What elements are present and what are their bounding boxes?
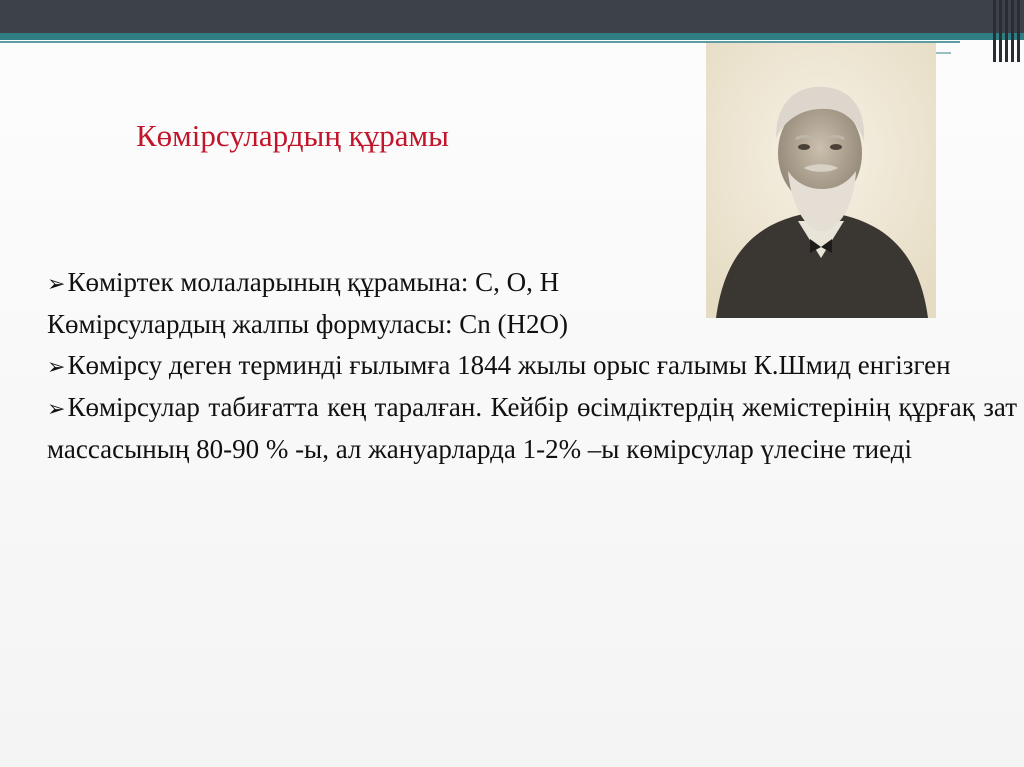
bullet-text: Көміртек молаларының құрамына: С, О, Н	[67, 267, 560, 297]
bullet-arrow-icon: ➢	[47, 354, 66, 379]
bullet-text: Көмірсу деген терминді ғылымға 1844 жылы орыс ғалымы К.Шмид енгізген	[67, 350, 951, 380]
slide-body	[47, 262, 1017, 470]
accent-band	[0, 33, 1024, 40]
bullet-item	[47, 345, 1017, 387]
formula-line	[47, 304, 1017, 345]
bullet-text: Көмірсулардың жалпы формуласы: Cn (H2O)	[47, 309, 568, 339]
top-bar	[0, 0, 1024, 33]
bullet-arrow-icon: ➢	[47, 396, 66, 421]
bullet-item	[47, 262, 1017, 304]
bullet-text: Көмірсулар табиғатта кең таралған. Кейбір өсімдіктердің жемістерінің құрғақ зат массасының 80-90 % -ы, ал жануарларда 1-2% –ы көмірсулар үлесіне тиеді	[47, 392, 1017, 464]
slide-title: Көмірсулардың құрамы	[136, 118, 449, 153]
bullet-item	[47, 387, 1017, 470]
bullet-arrow-icon: ➢	[47, 271, 66, 296]
decorative-stripes	[990, 0, 1024, 62]
